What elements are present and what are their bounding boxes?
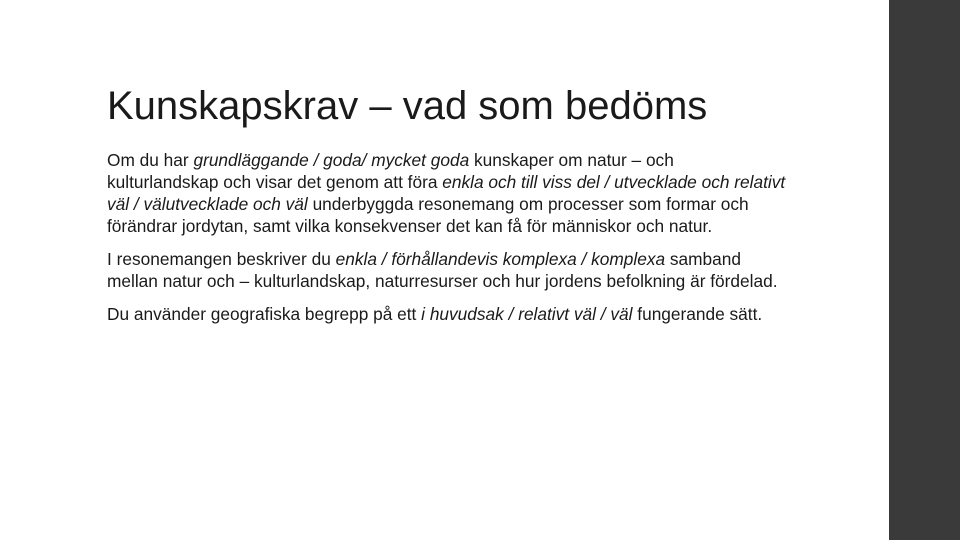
text-run: kunskaper om natur – och kulturlandskap och visar det genom att föra <box>107 150 674 192</box>
text-run: I resonemangen beskriver du <box>107 249 336 269</box>
text-run-italic: enkla / förhållandevis komplexa / komplexa <box>335 249 666 269</box>
slide-title: Kunskapskrav – vad som bedöms <box>107 84 708 128</box>
paragraph-knowledge <box>107 149 787 237</box>
text-run-italic: enkla och till viss del / utvecklade och relativt väl / välutvecklade och väl <box>107 172 786 214</box>
slide-body <box>107 149 787 336</box>
text-run: fungerande sätt. <box>632 304 763 324</box>
paragraph-reasoning <box>107 248 787 292</box>
side-accent-bar <box>889 0 960 540</box>
paragraph-concepts <box>107 303 787 325</box>
text-run: Om du har <box>107 150 194 170</box>
text-run: Du använder geografiska begrepp på ett <box>107 304 422 324</box>
text-run-italic: i huvudsak / relativt väl / väl <box>421 304 633 324</box>
text-run: underbyggda resonemang om processer som formar och förändrar jordytan, samt vilka konsekvenser det kan få för människor och natur. <box>107 194 749 236</box>
text-run: samband mellan natur och – kulturlandskap, naturresurser och hur jordens befolkning är fördelad. <box>107 249 778 291</box>
text-run-italic: grundläggande / goda/ mycket goda <box>193 150 470 170</box>
